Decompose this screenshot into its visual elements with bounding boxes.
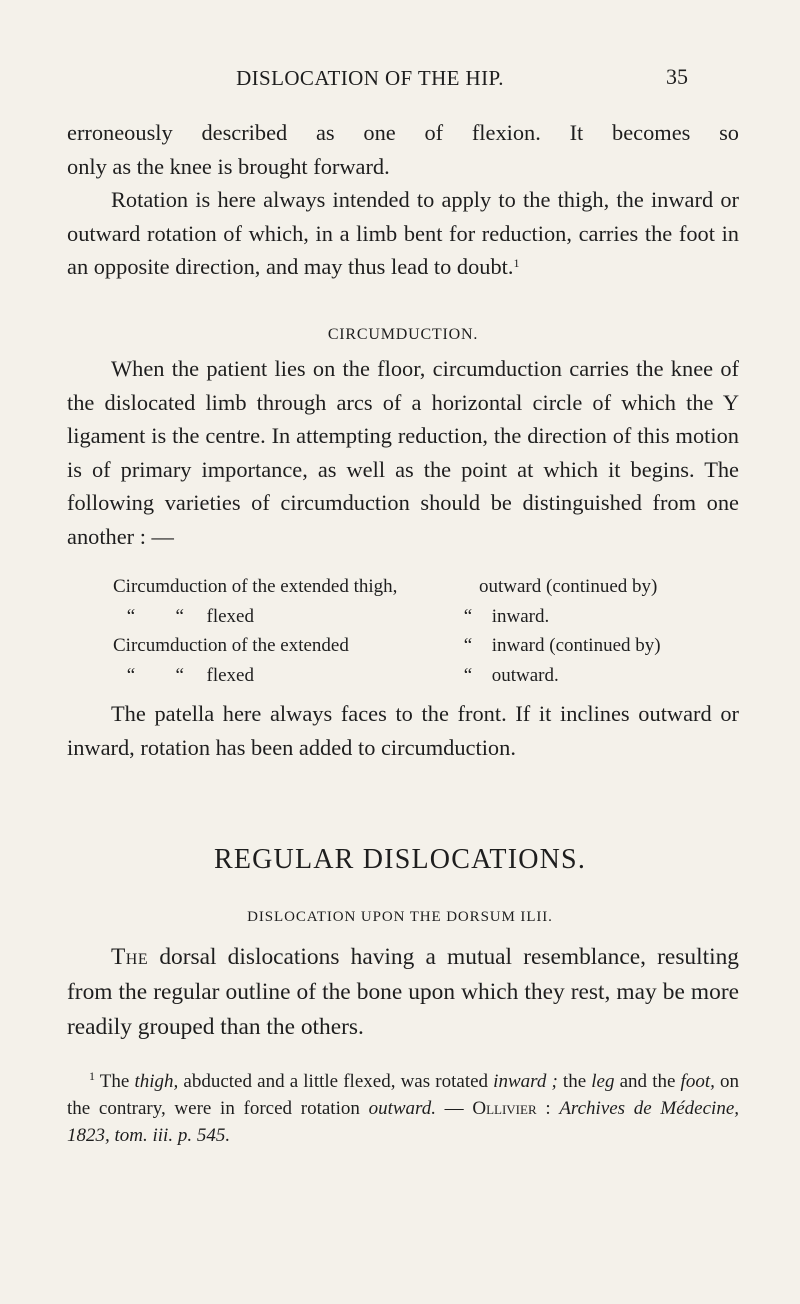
table-word: inward (continued by) xyxy=(491,635,661,656)
table-cell xyxy=(457,602,711,632)
table-cell: Circumduction of the extended thigh, xyxy=(113,576,398,597)
paragraph-line: only as the knee is brought forward. xyxy=(67,153,390,179)
ditto-mark: “ xyxy=(126,664,136,686)
paragraph-text xyxy=(67,183,739,284)
section-heading: REGULAR DISLOCATIONS. xyxy=(213,844,587,875)
ditto-mark: “ xyxy=(463,605,473,627)
footnote-fragment: — xyxy=(435,1098,473,1119)
paragraph-text: The patella here always faces to the front. If it inclines outward or inward, rotation has been added to circumduction. xyxy=(67,701,739,760)
ditto-mark: “ xyxy=(463,664,473,686)
paragraph-patella xyxy=(67,697,739,764)
paragraph-body: Rotation is here always intended to apply to the thigh, the inward or outward rotation of which, in a limb bent for reduction, carries the foot in an opposite direction, and may thus lead to doubt. xyxy=(67,187,739,279)
paragraph-text: When the patient lies on the floor, circumduction carries the knee of the dislocated limb through arcs of a horizontal circle of which the Y ligament is the centre. In attempting reduction, the direction of this motion is of primary importance, as well as the point at which it begins. The following varieties of circumduction should be distinguished from one another : — xyxy=(67,356,739,549)
paragraph-circumduction xyxy=(67,352,739,553)
footnote-italic: inward ; xyxy=(493,1071,558,1092)
table-row xyxy=(113,631,733,661)
paragraph-rotation xyxy=(67,183,739,284)
paragraph-body: dorsal dislocations having a mutual resemblance, resulting from the regular outline of the bone upon which they rest, may be more readily grouped than the others. xyxy=(67,944,739,1040)
running-head xyxy=(0,66,800,94)
table-row xyxy=(113,572,733,602)
table-word: outward. xyxy=(491,664,559,686)
ditto-mark: “ xyxy=(175,664,184,686)
footnote-italic: leg xyxy=(591,1071,615,1092)
table-cell xyxy=(113,602,479,632)
footnote-citation: Archives de Médecine, 1823, tom. iii. p. 545. xyxy=(67,1098,740,1146)
table-cell: Circumduction of the extended xyxy=(113,635,349,656)
heading-circumduction: CIRCUMDUCTION. xyxy=(327,326,479,343)
footnote-fragment: the xyxy=(557,1071,592,1092)
subsection-heading: DISLOCATION UPON THE DORSUM ILII. xyxy=(247,909,553,925)
footnote-fragment: abducted and a little flexed, was rotated xyxy=(178,1071,494,1092)
footnote-marker: 1 xyxy=(513,256,520,270)
table-cell xyxy=(113,661,479,691)
lead-word: The xyxy=(111,944,149,970)
table-cell xyxy=(457,631,711,661)
footnote-number: 1 xyxy=(89,1069,95,1083)
footnote-italic: thigh, xyxy=(134,1071,179,1092)
ditto-mark: “ xyxy=(126,605,136,627)
table-row xyxy=(113,602,733,632)
paragraph-line: erroneously described as one of flexion. It becomes so xyxy=(67,120,739,145)
footnote-fragment: : xyxy=(536,1098,560,1119)
footnote-italic: foot, xyxy=(680,1071,715,1092)
table-word: flexed xyxy=(206,664,254,686)
running-title: DISLOCATION OF THE HIP. xyxy=(236,66,504,90)
table-word: flexed xyxy=(206,605,254,627)
table-cell: outward (continued by) xyxy=(479,576,658,597)
table-cell xyxy=(457,661,711,691)
footnote-italic: outward. xyxy=(368,1098,436,1119)
table-row xyxy=(113,661,733,691)
ditto-mark: “ xyxy=(175,605,184,627)
table-word: inward. xyxy=(491,605,550,627)
footnote-text xyxy=(67,1068,739,1149)
page-number: 35 xyxy=(666,64,688,89)
ditto-mark: “ xyxy=(463,635,473,656)
footnote-fragment: on the contrary, were in forced rotation xyxy=(67,1071,739,1119)
footnote-author: Ollivier xyxy=(472,1098,537,1119)
footnote-fragment: The xyxy=(95,1071,135,1092)
footnote-fragment: and the xyxy=(614,1071,681,1092)
paragraph-text xyxy=(67,940,739,1045)
paragraph-continuation xyxy=(67,116,739,183)
paragraph-dorsal xyxy=(67,940,739,1045)
circumduction-varieties-table xyxy=(113,572,733,690)
footnote xyxy=(67,1068,739,1149)
